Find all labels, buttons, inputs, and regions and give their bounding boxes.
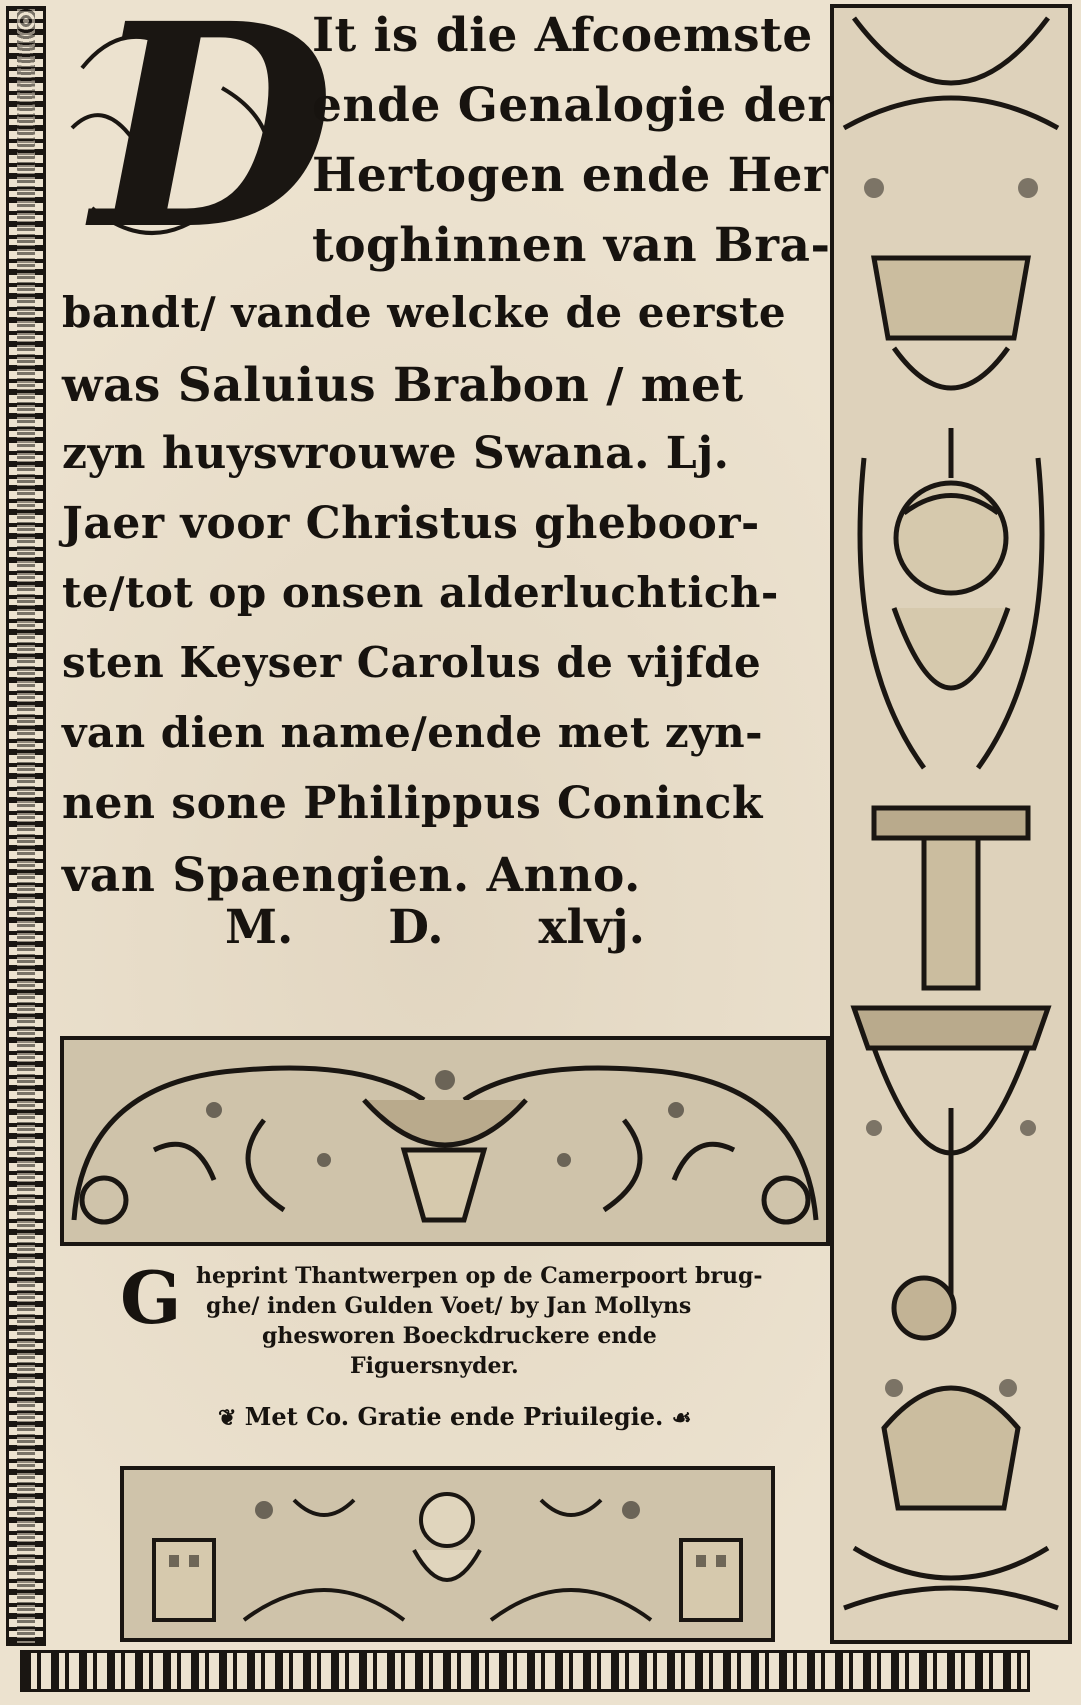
privilege-text: Met Co. Gratie ende Priuilegie. [244, 1402, 664, 1431]
privilege-notice [218, 1402, 692, 1431]
title-line: was Saluius Brabon / met [62, 358, 744, 413]
privilege-ornament-left: ❦ [218, 1405, 237, 1431]
title-line: van Spaengien. Anno. [62, 848, 641, 903]
right-woodcut-border [830, 4, 1072, 1644]
ornamental-woodcut-panel [60, 1036, 830, 1246]
title-line: zyn huysvrouwe Swana. Lj. [62, 428, 730, 479]
cherub-woodcut-panel [120, 1466, 775, 1642]
title-line: te/tot op onsen alderluchtich- [62, 568, 779, 617]
title-line: Jaer voor Christus gheboor- [62, 498, 760, 549]
imprint-initial: G [120, 1255, 182, 1340]
title-line: Hertogen ende Her [312, 148, 829, 203]
date-part: M. [225, 900, 294, 955]
imprint-line: ghesworen Boeckdruckere ende [262, 1323, 657, 1349]
publication-date [225, 900, 645, 955]
title-line: toghinnen van Bra- [312, 218, 831, 273]
scrollwork-illustration [64, 1040, 826, 1242]
initial-letter: D [92, 0, 335, 292]
imprint-line: Figuersnyder. [350, 1353, 519, 1379]
ornament-column-graphic [834, 8, 1068, 1640]
title-line: ende Genalogie der [312, 78, 833, 133]
title-line: nen sone Philippus Coninck [62, 778, 763, 829]
cherub-illustration [124, 1470, 771, 1638]
title-line: sten Keyser Carolus de vijfde [62, 638, 762, 687]
decorated-initial [62, 0, 335, 292]
title-line: It is die Afcoemste [312, 8, 813, 63]
privilege-ornament-right: ☙ [671, 1405, 692, 1431]
date-part: D. [388, 900, 444, 955]
date-part: xlvj. [538, 900, 645, 955]
bottom-ornamental-border [20, 1650, 1030, 1692]
imprint-line: ghe/ inden Gulden Voet/ by Jan Mollyns [206, 1293, 692, 1319]
title-line: bandt/ vande welcke de eerste [62, 288, 787, 337]
imprint-line: heprint Thantwerpen op de Camerpoort brug- [196, 1263, 763, 1289]
title-line: van dien name/ende met zyn- [62, 708, 764, 757]
left-ornamental-border [6, 6, 46, 1646]
